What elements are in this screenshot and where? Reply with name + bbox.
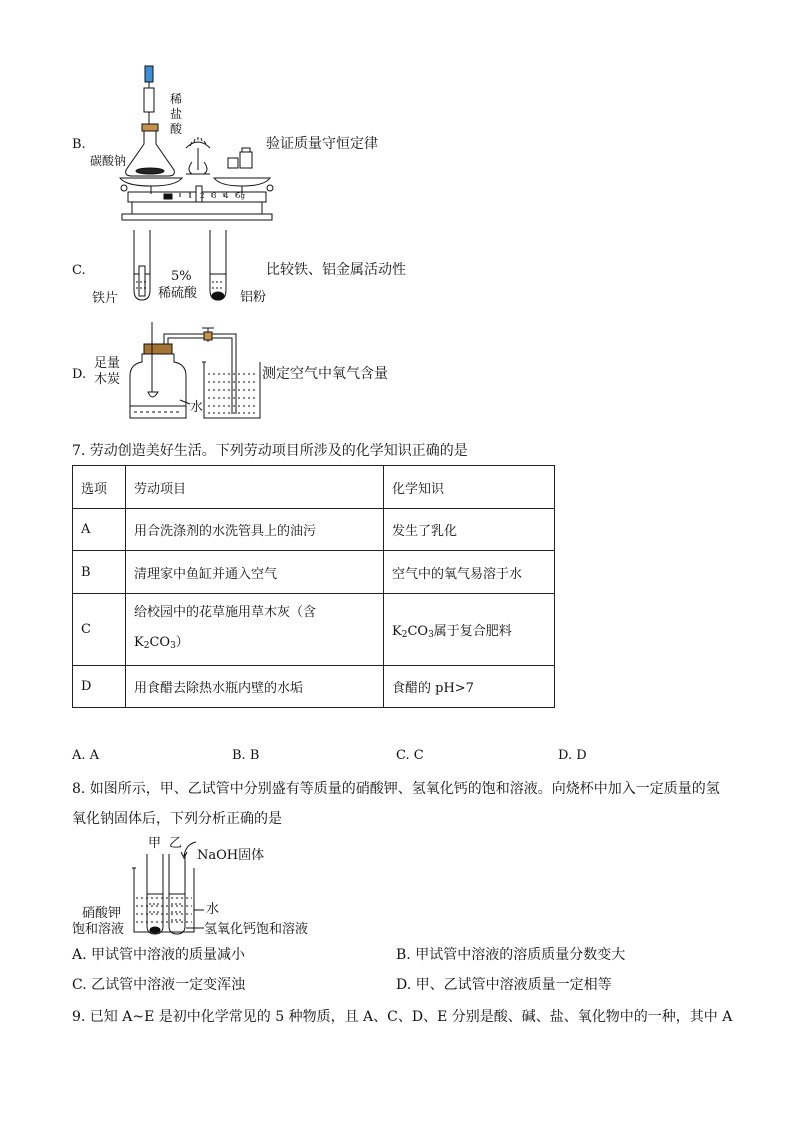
label-naoh: NaOH固体: [197, 848, 265, 863]
label-jia: 甲: [148, 836, 162, 851]
label-charcoal-2: 木炭: [94, 372, 121, 387]
label-caoh2: 氢氧化钙饱和溶液: [204, 922, 309, 937]
table-row: [73, 594, 555, 666]
tick-3: 3: [212, 192, 217, 200]
q7-choice-b[interactable]: B. B: [232, 748, 260, 763]
row-c-option: C: [73, 594, 126, 666]
row-d-option: D: [73, 666, 126, 708]
row-c-knowledge: $K_2CO_3$属于复合肥料: [384, 594, 555, 666]
header-option: 选项: [73, 466, 126, 509]
row-d-knowledge: 食醋的 pH>7: [384, 666, 555, 708]
label-iron-strip: 铁片: [92, 291, 119, 306]
label-percent: 5%: [171, 269, 192, 284]
table-row: [73, 666, 555, 708]
tick-5: 5g: [236, 192, 245, 200]
row-b-option: B: [73, 551, 126, 594]
tick-2: 2: [200, 192, 205, 200]
tick-1: 1: [188, 192, 193, 200]
row-c-project-line1: 给校园中的花草施用草木灰（含: [134, 605, 317, 620]
label-acid-1: 稀: [170, 92, 183, 106]
label-aluminum-powder: 铝粉: [240, 290, 267, 305]
row-a-option: A: [73, 509, 126, 551]
label-water-d: 水: [190, 400, 204, 415]
q8-choice-c[interactable]: C. 乙试管中溶液一定变浑浊: [72, 977, 246, 993]
option-d-letter: D.: [72, 367, 87, 382]
q8-choice-b[interactable]: B. 甲试管中溶液的溶质质量分数变大: [396, 947, 626, 963]
row-a-knowledge: 发生了乳化: [384, 509, 555, 551]
option-b-letter: B.: [72, 137, 86, 152]
row-a-project: 用合洗涤剂的水洗管具上的油污: [126, 509, 384, 551]
option-c-letter: C.: [72, 263, 86, 278]
q7-table: [72, 465, 555, 708]
q8-choice-d[interactable]: D. 甲、乙试管中溶液质量一定相等: [396, 977, 612, 993]
label-kno3-2: 饱和溶液: [72, 922, 125, 937]
option-c-caption: 比较铁、铝金属活动性: [266, 262, 406, 278]
tick-4: 4: [224, 192, 229, 200]
q8-choice-a[interactable]: A. 甲试管中溶液的质量减小: [72, 947, 246, 963]
oxygen-apparatus-figure: [128, 318, 268, 422]
option-d-caption: 测定空气中氧气含量: [262, 366, 388, 382]
row-b-project: 清理家中鱼缸并通入空气: [126, 551, 384, 594]
label-charcoal-1: 足量: [94, 356, 121, 371]
q8-stem-line2: 氧化钠固体后，下列分析正确的是: [72, 811, 282, 827]
beaker-tubes-figure: [128, 838, 208, 938]
q7-choice-c[interactable]: C. C: [396, 748, 424, 763]
label-acid-2: 盐: [170, 107, 183, 121]
table-header-row: [73, 466, 555, 509]
table-row: [73, 551, 555, 594]
q7-choice-d[interactable]: D. D: [558, 748, 587, 763]
header-knowledge: 化学知识: [384, 466, 555, 509]
label-acid-3: 酸: [170, 122, 183, 136]
label-yi: 乙: [169, 836, 183, 851]
option-b-caption: 验证质量守恒定律: [266, 136, 378, 152]
row-c-project-line2: $K_2CO_3$）: [134, 635, 189, 651]
q7-choice-a[interactable]: A. A: [72, 748, 100, 763]
label-dilute-sulfuric: 稀硫酸: [158, 286, 198, 301]
label-sodium-carbonate: 碳酸钠: [90, 154, 127, 168]
row-d-project: 用食醋去除热水瓶内壁的水垢: [126, 666, 384, 708]
table-row: [73, 509, 555, 551]
q7-stem: 7. 劳动创造美好生活。下列劳动项目所涉及的化学知识正确的是: [72, 443, 468, 459]
label-kno3-1: 硝酸钾: [82, 906, 122, 921]
q9-stem: 9. 已知 A~E 是初中化学常见的 5 种物质，且 A、C、D、E 分别是酸、碱、盐、氧化物中的一种，其中 A: [72, 1009, 733, 1025]
row-c-project: [126, 594, 384, 666]
label-water-q8: 水: [206, 902, 220, 917]
row-b-knowledge: 空气中的氧气易溶于水: [384, 551, 555, 594]
q8-stem-line1: 8. 如图所示，甲、乙试管中分别盛有等质量的硝酸钾、氢氧化钙的饱和溶液。向烧杯中加入一定质量的氢: [72, 781, 720, 797]
header-project: 劳动项目: [126, 466, 384, 509]
